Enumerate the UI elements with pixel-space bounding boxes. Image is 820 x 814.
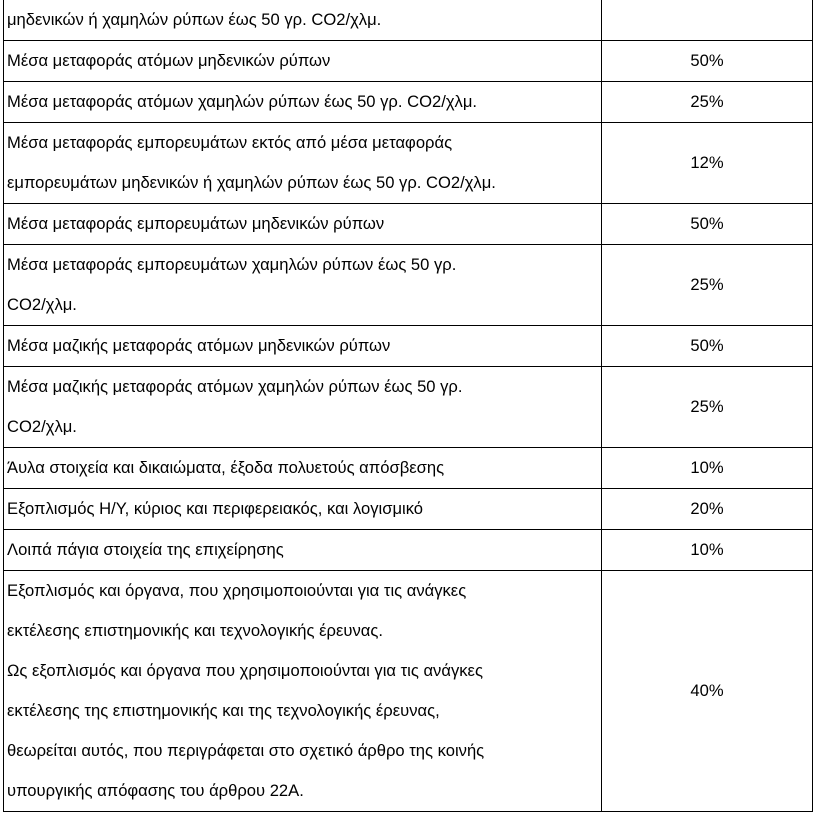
description-line: Εξοπλισμός Η/Υ, κύριος και περιφερειακός, και λογισμικό (7, 499, 424, 518)
table-row (4, 530, 813, 571)
description-line: εμπορευμάτων μηδενικών ή χαμηλών ρύπων έως 50 γρ. CO2/χλμ. (7, 173, 496, 192)
description-cell (4, 367, 602, 448)
description-cell (4, 326, 602, 367)
table-row (4, 571, 813, 812)
description-cell (4, 448, 602, 489)
description-line: Μέσα μεταφοράς εμπορευμάτων εκτός από μέσα μεταφοράς (7, 133, 453, 152)
description-cell (4, 571, 602, 812)
rate-cell: 40% (602, 571, 813, 812)
table-row (4, 489, 813, 530)
description-cell (4, 0, 602, 41)
rate-cell: 50% (602, 41, 813, 82)
table-row (4, 367, 813, 448)
rate-cell: 25% (602, 245, 813, 326)
description-cell (4, 204, 602, 245)
description-line: Μέσα μαζικής μεταφοράς ατόμων χαμηλών ρύπων έως 50 γρ. (7, 377, 463, 396)
description-line: Μέσα μεταφοράς εμπορευμάτων χαμηλών ρύπων έως 50 γρ. (7, 255, 457, 274)
rate-cell: 25% (602, 82, 813, 123)
description-line: εκτέλεσης της επιστημονικής και της τεχνολογικής έρευνας, (7, 701, 440, 720)
table-body (4, 0, 813, 812)
description-line: Μέσα μαζικής μεταφοράς ατόμων μηδενικών ρύπων (7, 336, 391, 355)
rate-cell: 10% (602, 448, 813, 489)
description-line: CO2/χλμ. (7, 295, 77, 314)
table-row (4, 82, 813, 123)
table-row (4, 326, 813, 367)
description-line: Μέσα μεταφοράς εμπορευμάτων μηδενικών ρύπων (7, 214, 385, 233)
description-line: Λοιπά πάγια στοιχεία της επιχείρησης (7, 540, 284, 559)
description-cell (4, 245, 602, 326)
description-cell (4, 530, 602, 571)
table-row (4, 41, 813, 82)
description-line: υπουργικής απόφασης του άρθρου 22Α. (7, 781, 304, 800)
rate-cell: 50% (602, 326, 813, 367)
rate-cell: 12% (602, 123, 813, 204)
description-line: Εξοπλισμός και όργανα, που χρησιμοποιούνται για τις ανάγκες (7, 581, 467, 600)
rate-cell (602, 0, 813, 41)
description-cell (4, 123, 602, 204)
table-row (4, 123, 813, 204)
depreciation-rates-table (3, 0, 813, 812)
table-row (4, 448, 813, 489)
description-line: θεωρείται αυτός, που περιγράφεται στο σχετικό άρθρο της κοινής (7, 741, 485, 760)
description-line: Μέσα μεταφοράς ατόμων μηδενικών ρύπων (7, 51, 331, 70)
description-line: μηδενικών ή χαμηλών ρύπων έως 50 γρ. CO2/χλμ. (7, 10, 382, 29)
description-line: Άυλα στοιχεία και δικαιώματα, έξοδα πολυετούς απόσβεσης (7, 458, 445, 477)
table-row (4, 0, 813, 41)
table-row (4, 204, 813, 245)
description-cell (4, 41, 602, 82)
description-line: CO2/χλμ. (7, 417, 77, 436)
rate-cell: 20% (602, 489, 813, 530)
description-line: εκτέλεσης επιστημονικής και τεχνολογικής έρευνας. (7, 621, 383, 640)
description-line: Ως εξοπλισμός και όργανα που χρησιμοποιούνται για τις ανάγκες (7, 661, 483, 680)
rate-cell: 25% (602, 367, 813, 448)
rate-cell: 10% (602, 530, 813, 571)
description-line: Μέσα μεταφοράς ατόμων χαμηλών ρύπων έως 50 γρ. CO2/χλμ. (7, 92, 478, 111)
table-row (4, 245, 813, 326)
rate-cell: 50% (602, 204, 813, 245)
description-cell (4, 489, 602, 530)
description-cell (4, 82, 602, 123)
